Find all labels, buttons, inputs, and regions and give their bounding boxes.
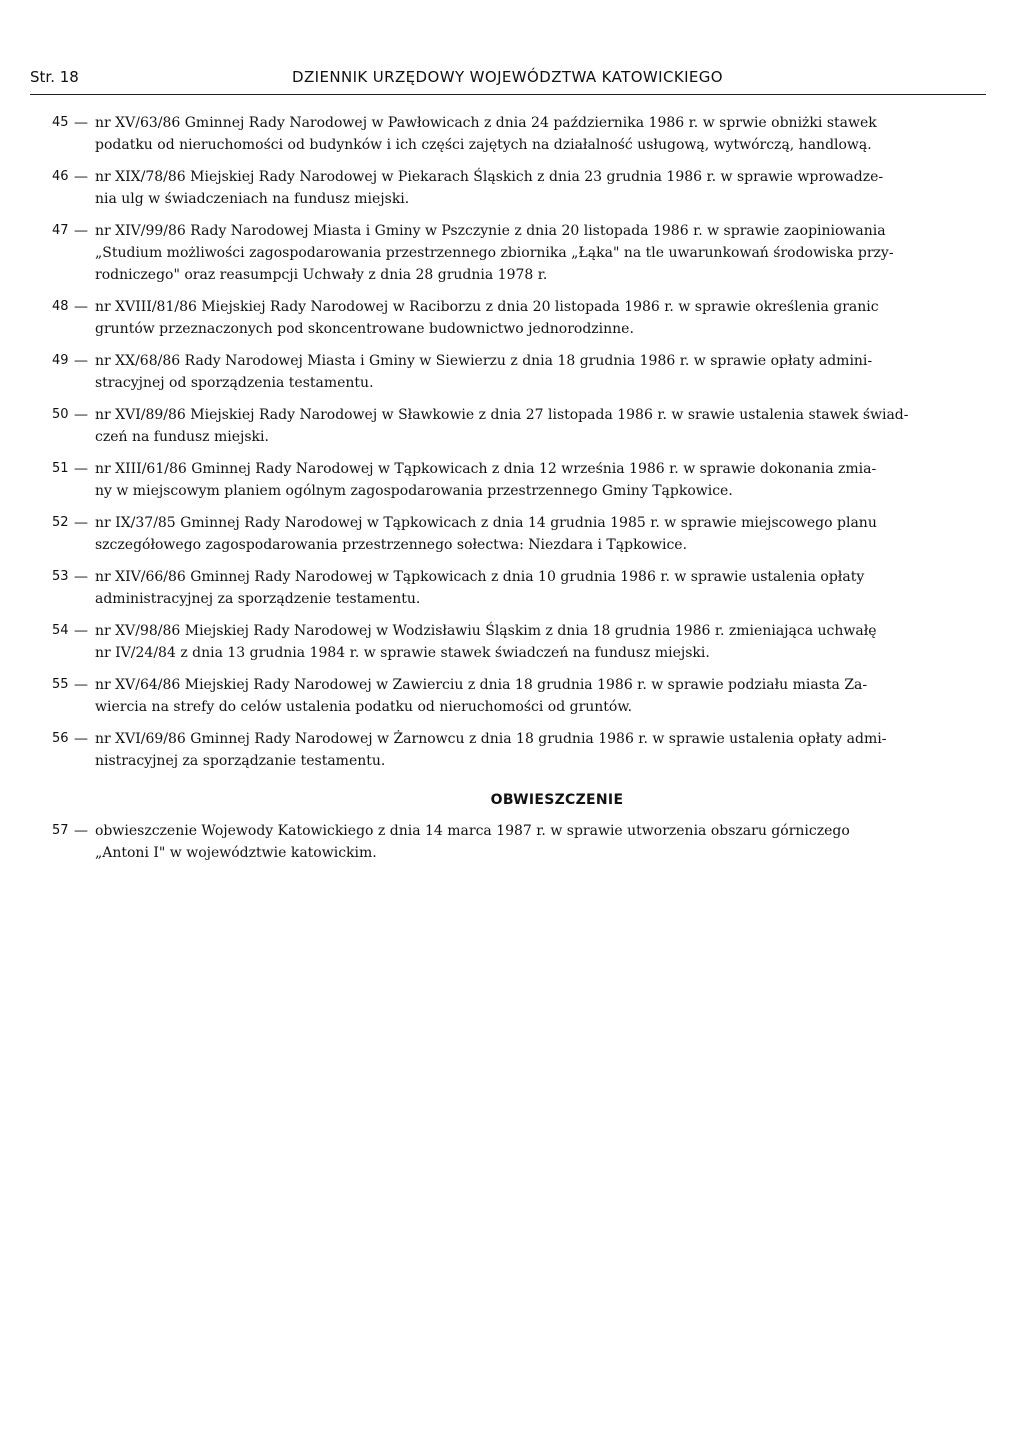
entry-number: 52 <box>52 515 69 530</box>
entry-dash: — <box>74 299 88 315</box>
entry-number: 48 <box>52 299 69 314</box>
entry-dash: — <box>74 677 88 693</box>
section-heading: OBWIESZCZENIE <box>490 792 624 808</box>
entry-line: nr XV/64/86 Miejskiej Rady Narodowej w Zawierciu z dnia 18 grudnia 1986 r. w sprawie podziału miasta Za- <box>95 677 868 693</box>
document-body <box>52 112 982 874</box>
entry-line: gruntów przeznaczonych pod skoncentrowane budownictwo jednorodzinne. <box>95 321 634 337</box>
entry-line: nr XIV/66/86 Gminnej Rady Narodowej w Tąpkowicach z dnia 10 grudnia 1986 r. w sprawie ustalenia opłaty <box>95 569 865 585</box>
entry-line: nr XV/98/86 Miejskiej Rady Narodowej w Wodzisławiu Śląskim z dnia 18 grudnia 1986 r. zmieniająca uchwałę <box>95 623 877 639</box>
entry-line: wiercia na strefy do celów ustalenia podatku od nieruchomości od gruntów. <box>95 699 633 715</box>
entry-number: 57 <box>52 823 69 838</box>
entry-line: nr XIV/99/86 Rady Narodowej Miasta i Gminy w Pszczynie z dnia 20 listopada 1986 r. w sprawie zaopiniowania <box>95 223 886 239</box>
entry-dash: — <box>74 823 88 839</box>
entry-dash: — <box>74 115 88 131</box>
entry-dash: — <box>74 731 88 747</box>
entry-dash: — <box>74 223 88 239</box>
resolution-entry <box>52 112 982 156</box>
entry-line: stracyjnej od sporządzenia testamentu. <box>95 375 374 391</box>
entry-dash: — <box>74 169 88 185</box>
resolution-entry <box>52 220 982 286</box>
entry-dash: — <box>74 353 88 369</box>
journal-title: DZIENNIK URZĘDOWY WOJEWÓDZTWA KATOWICKIEGO <box>292 68 724 86</box>
resolution-entry <box>52 728 982 772</box>
entry-line: obwieszczenie Wojewody Katowickiego z dnia 14 marca 1987 r. w sprawie utworzenia obszaru górniczego <box>95 823 850 839</box>
entry-number: 54 <box>52 623 69 638</box>
entry-number: 45 <box>52 115 69 130</box>
entry-dash: — <box>74 461 88 477</box>
resolution-entry <box>52 674 982 718</box>
entry-line: nr XIX/78/86 Miejskiej Rady Narodowej w Piekarach Śląskich z dnia 23 grudnia 1986 r. w sprawie wprowadze- <box>95 169 884 185</box>
resolution-entry <box>52 350 982 394</box>
entry-number: 49 <box>52 353 69 368</box>
resolution-entry <box>52 620 982 664</box>
entry-dash: — <box>74 407 88 423</box>
entry-number: 46 <box>52 169 69 184</box>
page-header <box>30 66 986 92</box>
entry-line: administracyjnej za sporządzenie testamentu. <box>95 591 421 607</box>
entry-dash: — <box>74 623 88 639</box>
resolution-entry <box>52 166 982 210</box>
header-divider <box>30 94 986 95</box>
entry-line: nr IV/24/84 z dnia 13 grudnia 1984 r. w sprawie stawek świadczeń na fundusz miejski. <box>95 645 710 661</box>
page-number: Str. 18 <box>30 68 79 86</box>
entry-line: „Antoni I" w województwie katowickim. <box>95 845 377 861</box>
entry-line: rodniczego" oraz reasumpcji Uchwały z dnia 28 grudnia 1978 r. <box>95 267 548 283</box>
entry-line: czeń na fundusz miejski. <box>95 429 269 445</box>
entry-line: ny w miejscowym planiem ogólnym zagospodarowania przestrzennego Gminy Tąpkowice. <box>95 483 733 499</box>
entry-line: nia ulg w świadczeniach na fundusz miejski. <box>95 191 410 207</box>
resolution-entry <box>52 458 982 502</box>
entry-line: szczegółowego zagospodarowania przestrzennego sołectwa: Niezdara i Tąpkowice. <box>95 537 688 553</box>
entry-line: nistracyjnej za sporządzanie testamentu. <box>95 753 386 769</box>
entry-line: nr XVIII/81/86 Miejskiej Rady Narodowej w Raciborzu z dnia 20 listopada 1986 r. w sprawie określenia granic <box>95 299 879 315</box>
entry-line: nr XVI/69/86 Gminnej Rady Narodowej w Żarnowcu z dnia 18 grudnia 1986 r. w sprawie ustalenia opłaty admi- <box>95 731 887 747</box>
entry-line: nr XX/68/86 Rady Narodowej Miasta i Gminy w Siewierzu z dnia 18 grudnia 1986 r. w sprawie opłaty admini- <box>95 353 873 369</box>
entry-line: podatku od nieruchomości od budynków i ich części zajętych na działalność usługową, wytwórczą, handlową. <box>95 137 872 153</box>
entry-number: 47 <box>52 223 69 238</box>
resolution-entry <box>52 512 982 556</box>
resolution-list <box>52 112 982 772</box>
resolution-entry <box>52 404 982 448</box>
entry-line: nr XVI/89/86 Miejskiej Rady Narodowej w Sławkowie z dnia 27 listopada 1986 r. w srawie ustalenia stawek świad- <box>95 407 909 423</box>
entry-number: 50 <box>52 407 69 422</box>
entry-line: nr IX/37/85 Gminnej Rady Narodowej w Tąpkowicach z dnia 14 grudnia 1985 r. w sprawie miejscowego planu <box>95 515 877 531</box>
entry-number: 55 <box>52 677 69 692</box>
entry-dash: — <box>74 569 88 585</box>
resolution-entry <box>52 296 982 340</box>
announcement-entry <box>52 820 982 864</box>
entry-number: 51 <box>52 461 69 476</box>
entry-line: nr XV/63/86 Gminnej Rady Narodowej w Pawłowicach z dnia 24 października 1986 r. w sprwie obniżki stawek <box>95 115 877 131</box>
entry-number: 56 <box>52 731 69 746</box>
entry-line: „Studium możliwości zagospodarowania przestrzennego zbiornika „Łąka" na tle uwarunkowań środowiska przy- <box>95 245 894 261</box>
resolution-entry <box>52 566 982 610</box>
entry-line: nr XIII/61/86 Gminnej Rady Narodowej w Tąpkowicach z dnia 12 września 1986 r. w sprawie dokonania zmia- <box>95 461 877 477</box>
entry-number: 53 <box>52 569 69 584</box>
entry-dash: — <box>74 515 88 531</box>
